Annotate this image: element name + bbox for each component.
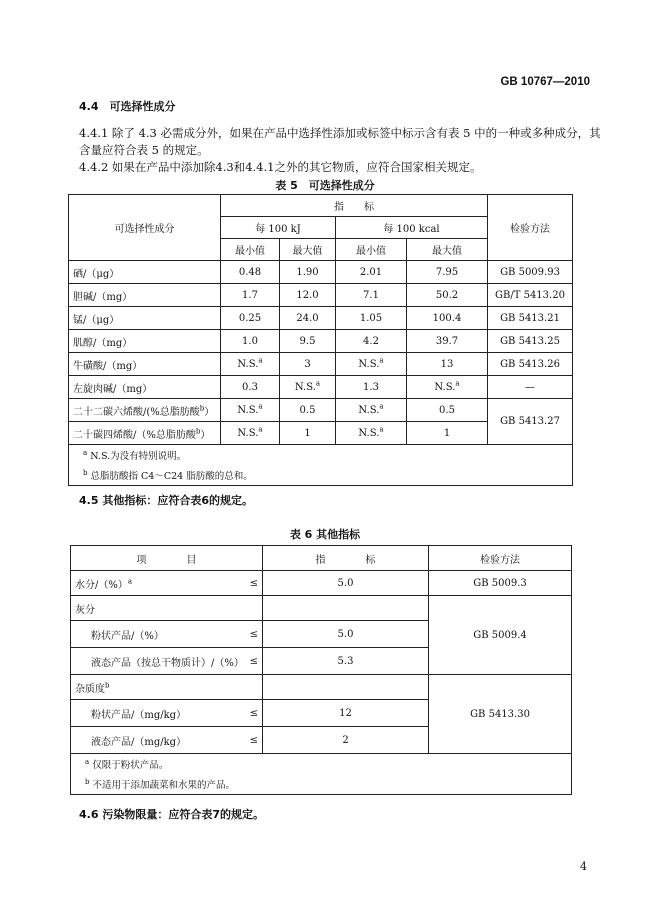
- table5-cell-kj-min: 1.0: [221, 330, 280, 353]
- table6-header-item: 项 目: [71, 546, 263, 571]
- table6: [70, 545, 572, 795]
- table5-header-kcal-min: 最小值: [336, 239, 407, 261]
- table5-cell-kcal-min: 7.1: [336, 284, 407, 307]
- table5-cell-kj-min: N.S.$^a$: [221, 353, 280, 376]
- table6-impurity-powder-value: 12: [263, 700, 429, 727]
- section-4-4-1-line1: 4.4.1 除了 4.3 必需成分外，如果在产品中选择性添加或标签中标示含有表 5 中的一种或多种成分，其: [79, 126, 601, 140]
- table5-cell-method: —: [488, 376, 573, 399]
- table5-row: [69, 330, 573, 353]
- table6-ash-method: GB 5009.4: [429, 596, 572, 675]
- table5-cell-kcal-min: 1.3: [336, 376, 407, 399]
- section-4-4-2: 4.4.2 如果在产品中添加除4.3和4.4.1之外的其它物质，应符合国家相关规定。: [79, 160, 482, 174]
- table6-ash-empty: [263, 596, 429, 621]
- table5-row: [69, 376, 573, 399]
- standard-number: GB 10767—2010: [500, 76, 590, 88]
- table6-impurity-empty: [263, 675, 429, 700]
- table5-cell-kj-min: N.S.$^a$: [221, 399, 280, 422]
- table6-impurity-liquid-label: 液态产品/（mg/kg） ≤: [71, 727, 263, 754]
- table5-cell-kcal-min: 1.05: [336, 307, 407, 330]
- table6-moisture-value: 5.0: [263, 571, 429, 596]
- table6-ash-label: 灰分: [71, 596, 263, 621]
- table5-header-per-kj: 每 100 kJ: [221, 217, 336, 239]
- table6-note-b: $^b$ 不适用于添加蔬菜和水果的产品。: [71, 774, 572, 795]
- table6-note-a: $^a$ 仅限于粉状产品。: [71, 754, 572, 775]
- table5-header-index: 指 标: [221, 195, 488, 217]
- table5-cell-kcal-max: N.S.$^a$: [407, 376, 488, 399]
- table5-row: [69, 399, 573, 422]
- table5-cell-kcal-min: 4.2: [336, 330, 407, 353]
- table5-cell-kj-max: 1.90: [280, 261, 336, 284]
- table5-cell-kj-min: 1.7: [221, 284, 280, 307]
- table5-cell-kj-max: 0.5: [280, 399, 336, 422]
- table5-cell-kcal-max: 13: [407, 353, 488, 376]
- table5-cell-method: GB 5413.25: [488, 330, 573, 353]
- table6-ash-liquid-value: 5.3: [263, 648, 429, 675]
- table5-cell-kcal-min: N.S.$^a$: [336, 399, 407, 422]
- table5-cell-kj-min: 0.3: [221, 376, 280, 399]
- table5-cell-kcal-max: 50.2: [407, 284, 488, 307]
- table5-cell-method: GB/T 5413.20: [488, 284, 573, 307]
- table5-row-name: 硒/（μg）: [69, 261, 221, 284]
- table5-cell-kcal-max: 100.4: [407, 307, 488, 330]
- table5-cell-kj-max: 12.0: [280, 284, 336, 307]
- table5-header-per-kcal: 每 100 kcal: [336, 217, 488, 239]
- table6-moisture-method: GB 5009.3: [429, 571, 572, 596]
- section-4-5-heading: 4.5 其他指标：应符合表6的规定。: [79, 494, 253, 507]
- table5-header-kj-max: 最大值: [280, 239, 336, 261]
- table5-row: [69, 284, 573, 307]
- table6-ash-powder-label: 粉状产品/（%） ≤: [71, 621, 263, 648]
- section-4-4-heading: 4.4 可选择性成分: [79, 100, 176, 113]
- table5-note-b: $^b$ 总脂肪酸指 C4～C24 脂肪酸的总和。: [69, 465, 573, 486]
- table5-cell-kcal-min: N.S.$^a$: [336, 353, 407, 376]
- table5-row-name: 胆碱/（mg）: [69, 284, 221, 307]
- section-4-6-heading: 4.6 污染物限量：应符合表7的规定。: [79, 808, 264, 821]
- page-number: 4: [580, 860, 587, 873]
- table6-moisture-label: 水分/（%）$^a$ ≤: [71, 571, 263, 596]
- table6-impurity-liquid-value: 2: [263, 727, 429, 754]
- table5-row-name: 二十二碳六烯酸/(%总脂肪酸$^b$）: [69, 399, 221, 422]
- table5-header-method: 检验方法: [488, 195, 573, 261]
- table5-cell-kcal-max: 39.7: [407, 330, 488, 353]
- table5-cell-kcal-min: N.S.$^a$: [336, 422, 407, 445]
- table5-cell-method: GB 5413.27: [488, 399, 573, 445]
- table5-header-item: 可选择性成分: [69, 195, 221, 261]
- table5-cell-kj-max: N.S.$^a$: [280, 376, 336, 399]
- table6-header-index: 指 标: [263, 546, 429, 571]
- table6-impurity-method: GB 5413.30: [429, 675, 572, 754]
- table6-header-method: 检验方法: [429, 546, 572, 571]
- table5-header-kcal-max: 最大值: [407, 239, 488, 261]
- table5-cell-kj-min: N.S.$^a$: [221, 422, 280, 445]
- table5-row-name: 锰/（μg）: [69, 307, 221, 330]
- table5-cell-kcal-min: 2.01: [336, 261, 407, 284]
- table5-cell-kj-max: 9.5: [280, 330, 336, 353]
- table5-cell-kj-max: 3: [280, 353, 336, 376]
- table5-row: [69, 307, 573, 330]
- table5-row-name: 牛磺酸/（mg）: [69, 353, 221, 376]
- table5-header-kj-min: 最小值: [221, 239, 280, 261]
- table5-cell-kcal-max: 0.5: [407, 399, 488, 422]
- table5-row: [69, 353, 573, 376]
- table5-cell-method: GB 5413.26: [488, 353, 573, 376]
- table5-cell-kj-max: 1: [280, 422, 336, 445]
- table5-cell-kj-max: 24.0: [280, 307, 336, 330]
- table5-row-name: 二十碳四烯酸/（%总脂肪酸$^b$）: [69, 422, 221, 445]
- table5-cell-method: GB 5413.21: [488, 307, 573, 330]
- table6-impurity-label: 杂质度$^b$: [71, 675, 263, 700]
- table5-row: [69, 261, 573, 284]
- table5-caption: 表 5 可选择性成分: [275, 179, 375, 192]
- table6-impurity-powder-label: 粉状产品/（mg/kg） ≤: [71, 700, 263, 727]
- table5-cell-kcal-max: 1: [407, 422, 488, 445]
- table5-cell-method: GB 5009.93: [488, 261, 573, 284]
- table5-cell-kj-min: 0.48: [221, 261, 280, 284]
- table5-cell-kj-min: 0.25: [221, 307, 280, 330]
- table5-note-a: $^a$ N.S.为没有特别说明。: [69, 445, 573, 466]
- table5-row-name: 左旋肉碱/（mg）: [69, 376, 221, 399]
- table5: [68, 194, 573, 486]
- table6-caption: 表 6 其他指标: [289, 528, 361, 541]
- table6-ash-liquid-label: 液态产品（按总干物质计）/（%） ≤: [71, 648, 263, 675]
- table5-cell-kcal-max: 7.95: [407, 261, 488, 284]
- table6-ash-powder-value: 5.0: [263, 621, 429, 648]
- section-4-4-1-line2: 含量应符合表 5 的规定。: [79, 143, 209, 157]
- table5-row-name: 肌醇/（mg）: [69, 330, 221, 353]
